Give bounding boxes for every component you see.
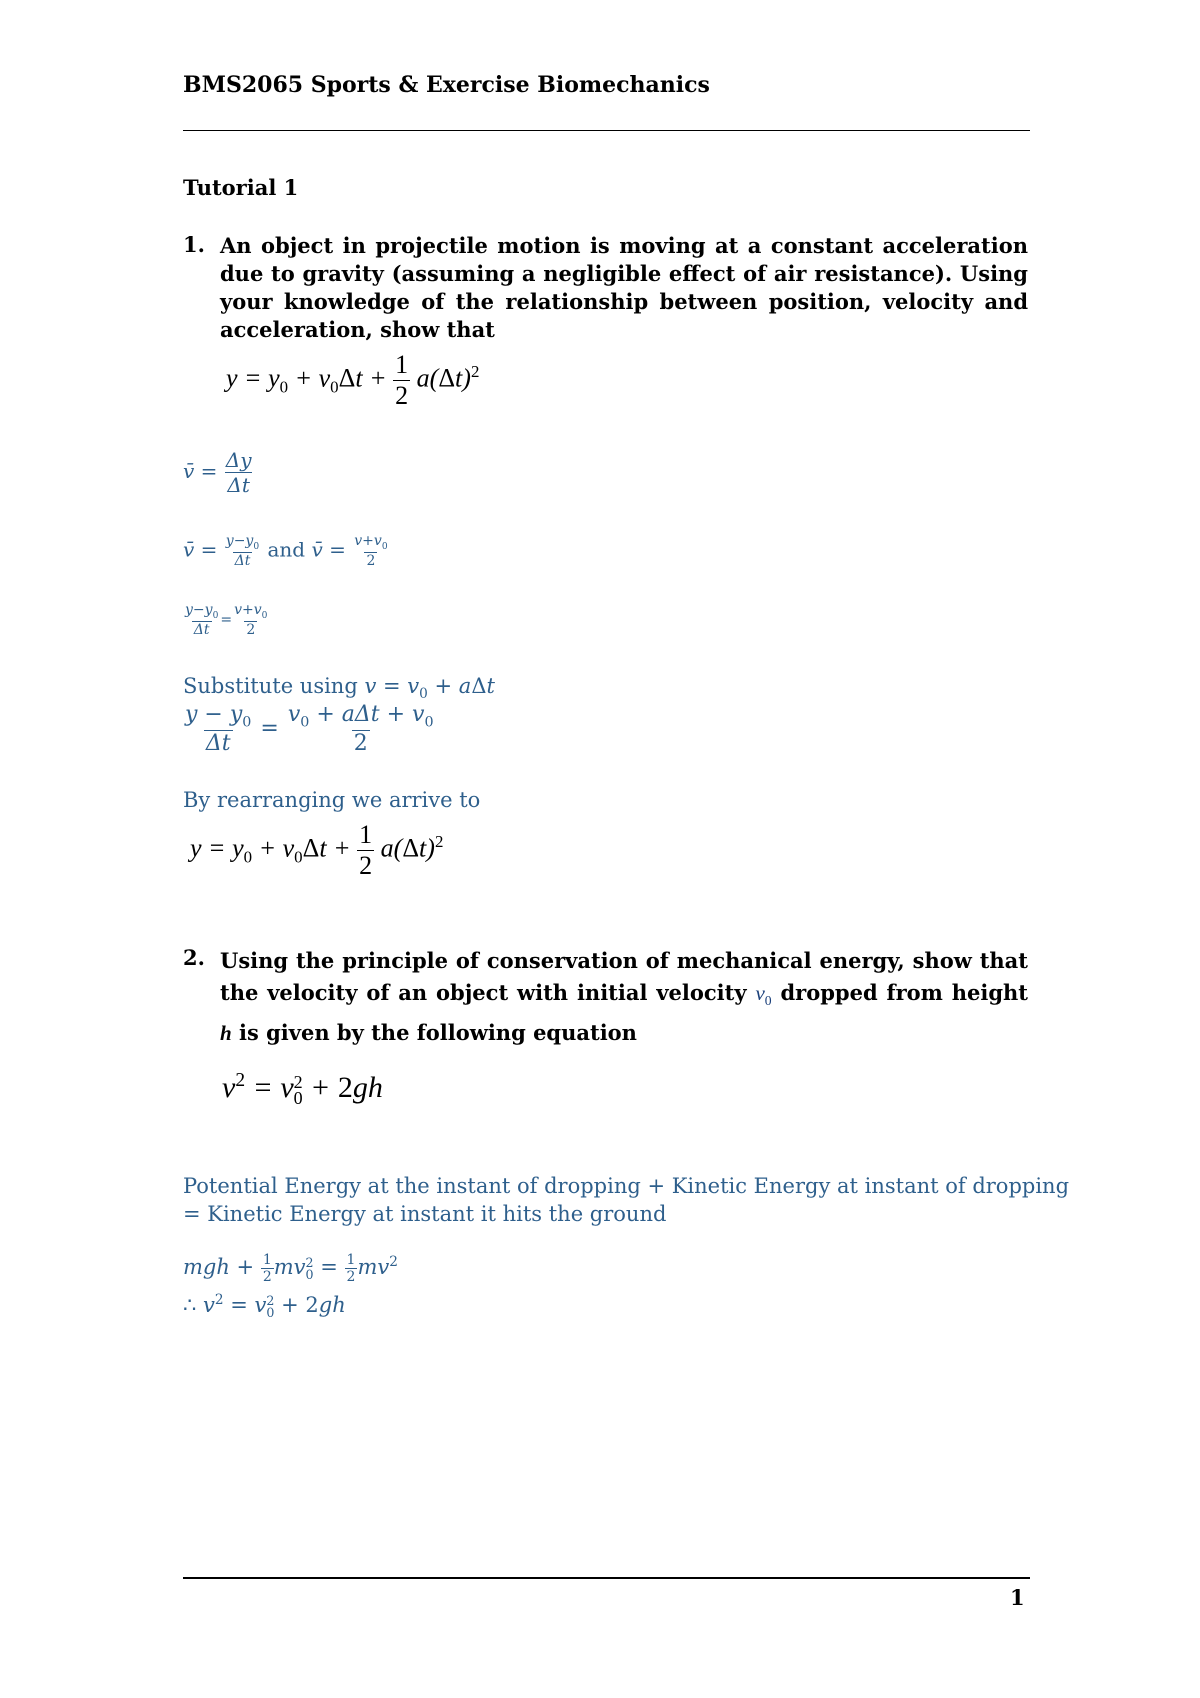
footer-divider bbox=[183, 1577, 1030, 1579]
question-1-number: 1. bbox=[183, 232, 205, 257]
energy-balance-equation: mgh + $\frac{1}{2}$ mv 2 0 = $\frac{1}{2}$ $mv^2$ bbox=[183, 1252, 398, 1285]
question-2-text-middle: dropped from height bbox=[780, 980, 1029, 1005]
rearrange-text: By rearranging we arrive to bbox=[183, 788, 481, 812]
energy-statement-line-1: Potential Energy at the instant of dropping + Kinetic Energy at instant of dropping bbox=[183, 1174, 1070, 1198]
substitute-label: Substitute using bbox=[183, 674, 358, 698]
document-header-title: BMS2065 Sports & Exercise Biomechanics bbox=[183, 72, 710, 98]
question-1-target-equation: $y = y_0 + v_0\Delta t$ + $\frac{1}{2}$ $a(\Delta t)^2$ bbox=[226, 350, 480, 410]
substitute-line: Substitute using $v = v_0 + a\Delta t$ bbox=[183, 674, 495, 703]
page-number: 1 bbox=[1010, 1585, 1025, 1610]
question-1-text: An object in projectile motion is moving at a constant acceleration due to gravity (assuming a negligible effect of air resistance). Using your knowledge of the relationship between position, velocity and acceleration, show that bbox=[220, 233, 1028, 342]
and-word: and bbox=[267, 537, 306, 562]
question-2-target-equation: $v^2 = v$ 2 0 + 2gh bbox=[222, 1070, 383, 1109]
question-2-text: Using the principle of conservation of mechanical energy, show that the velocity of an object with initial velocity $v_0$ dropped from height h is given by the following equation bbox=[220, 948, 1029, 1046]
substituted-equation: $\frac{y - y_0}{\Delta t}$ = $\frac{v_0 + a\Delta t + v_0}{2}$ bbox=[185, 702, 434, 757]
solution-2-final-equation: ∴ $v^2 = v$ 2 0 + 2gh bbox=[183, 1292, 346, 1320]
question-2-text-before: Using the principle of conservation of mechanical energy, show that the velocity of an object with initial velocity bbox=[220, 948, 1028, 1005]
tutorial-title: Tutorial 1 bbox=[183, 175, 299, 200]
header-divider bbox=[183, 130, 1030, 131]
average-velocity-equations: v̄ = $\frac{y-y_0}{\Delta t}$ and v̄ = $\frac{v+v_0}{2}$ bbox=[183, 533, 388, 569]
average-velocity-definition: v̄ = $\frac{\Delta y}{\Delta t}$ bbox=[183, 448, 252, 497]
question-2-text-after: is given by the following equation bbox=[239, 1020, 637, 1046]
question-2-number: 2. bbox=[183, 945, 205, 970]
equated-average-velocities: $\frac{y-y_0}{\Delta t}$ = $\frac{v+v_0}{2}$ bbox=[185, 602, 268, 638]
solution-1-final-equation: $y = y_0 + v_0\Delta t$ + $\frac{1}{2}$ $a(\Delta t)^2$ bbox=[190, 820, 444, 880]
energy-statement-line-2: = Kinetic Energy at instant it hits the ground bbox=[183, 1202, 667, 1226]
